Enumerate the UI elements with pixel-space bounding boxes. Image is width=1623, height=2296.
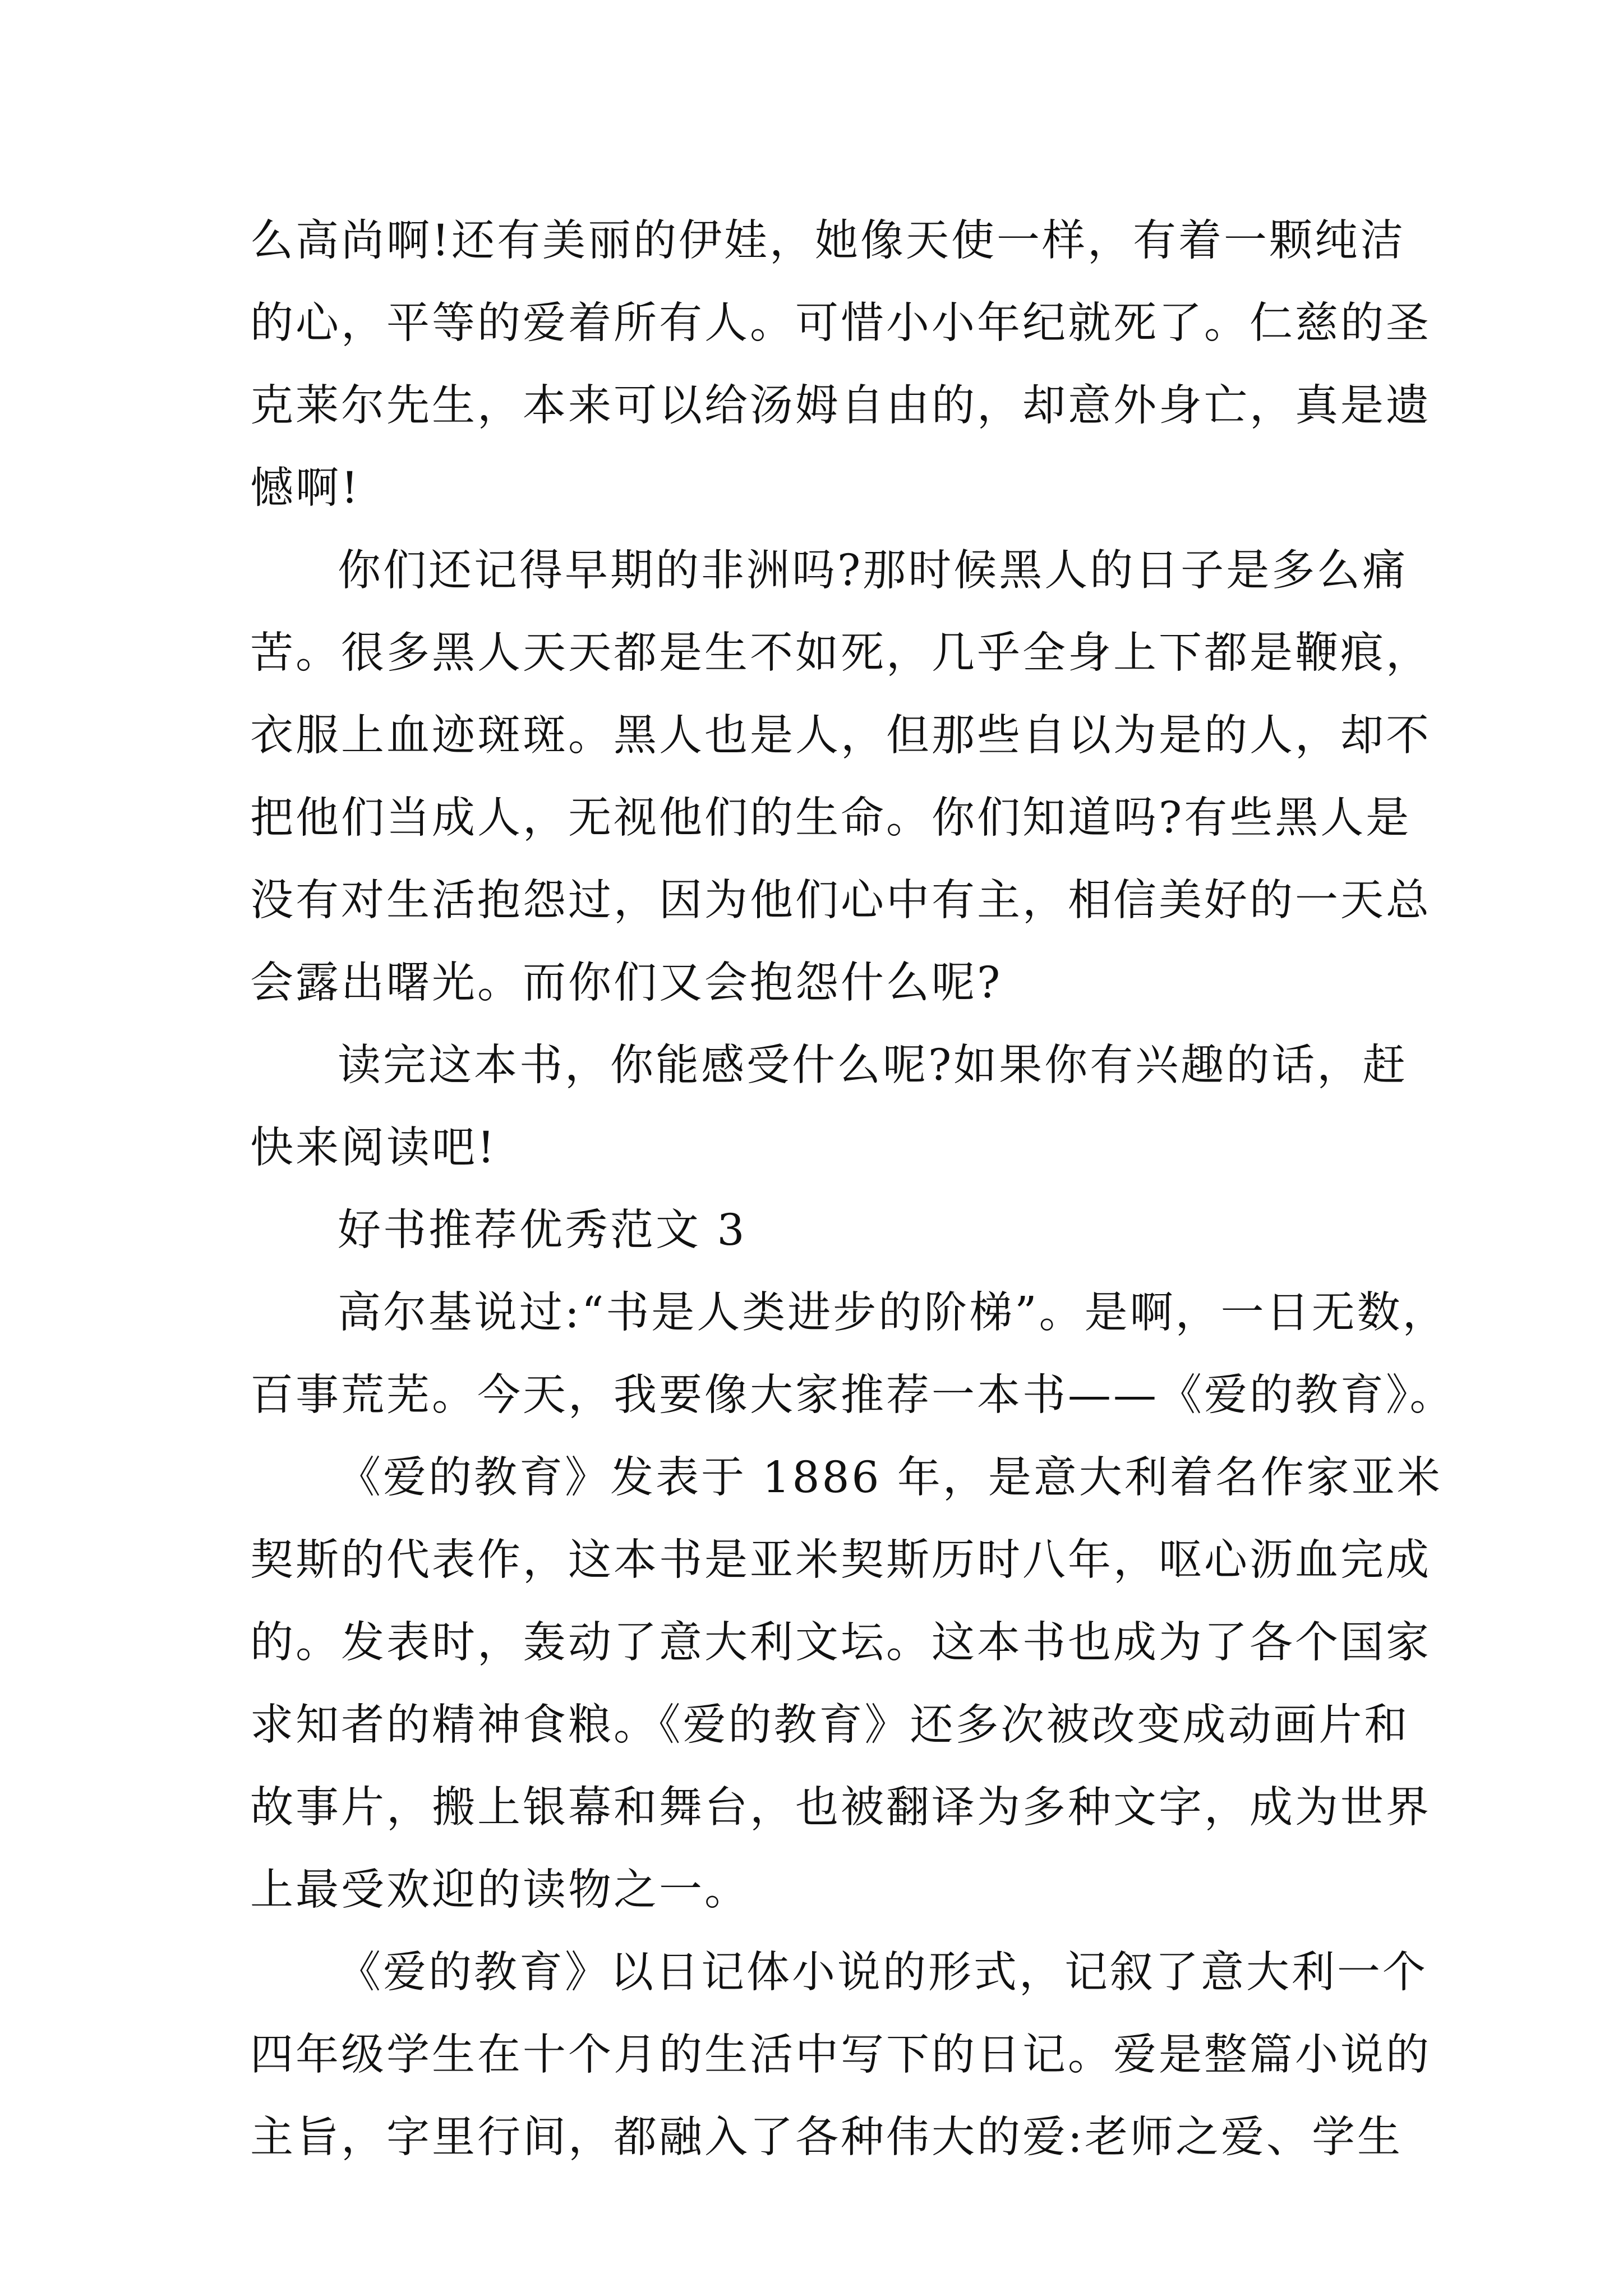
text-line: 你们还记得早期的非洲吗?那时候黑人的日子是多么痛 (338, 546, 1408, 596)
text-line: 苦。很多黑人天天都是生不如死，几乎全身上下都是鞭痕， (250, 628, 1431, 678)
text-line: 契斯的代表作，这本书是亚米契斯历时八年，呕心沥血完成 (250, 1535, 1431, 1585)
text-line: 克莱尔先生，本来可以给汤姆自由的，却意外身亡，真是遗 (250, 381, 1431, 431)
text-line: 《爱的教育》发表于 1886 年，是意大利着名作家亚米 (338, 1453, 1442, 1503)
text-line: 上最受欢迎的读物之一。 (250, 1865, 750, 1915)
text-line: 求知者的精神食粮。《爱的教育》还多次被改变成动画片和 (250, 1700, 1410, 1750)
text-line: 么高尚啊!还有美丽的伊娃，她像天使一样，有着一颗纯洁 (250, 216, 1405, 266)
text-line: 没有对生活抱怨过，因为他们心中有主，相信美好的一天总 (250, 876, 1431, 926)
text-line: 读完这本书，你能感受什么呢?如果你有兴趣的话，赶 (338, 1041, 1408, 1091)
body-text (250, 200, 1455, 2179)
text-line: 高尔基说过:“书是人类进步的阶梯”。是啊，一日无数， (338, 1288, 1448, 1338)
text-line: 快来阅读吧! (250, 1123, 497, 1173)
text-line: 的。发表时，轰动了意大利文坛。这本书也成为了各个国家 (250, 1618, 1431, 1668)
text-line: 好书推荐优秀范文 3 (338, 1205, 747, 1255)
text-line: 的心，平等的爱着所有人。可惜小小年纪就死了。仁慈的圣 (250, 298, 1431, 348)
text-line: 衣服上血迹斑斑。黑人也是人，但那些自以为是的人，却不 (250, 711, 1431, 761)
text-line: 把他们当成人，无视他们的生命。你们知道吗?有些黑人是 (250, 793, 1412, 843)
text-line: 百事荒芜。今天，我要像大家推荐一本书——《爱的教育》。 (250, 1370, 1455, 1420)
text-line: 四年级学生在十个月的生活中写下的日记。爱是整篇小说的 (250, 2030, 1431, 2080)
text-line: 故事片，搬上银幕和舞台，也被翻译为多种文字，成为世界 (250, 1783, 1431, 1833)
text-line: 主旨，字里行间，都融入了各种伟大的爱:老师之爱、学生 (250, 2113, 1403, 2162)
text-line: 憾啊! (250, 463, 361, 513)
text-line: 《爱的教育》以日记体小说的形式，记叙了意大利一个 (338, 1948, 1428, 1998)
text-line: 会露出曙光。而你们又会抱怨什么呢? (250, 958, 1003, 1008)
